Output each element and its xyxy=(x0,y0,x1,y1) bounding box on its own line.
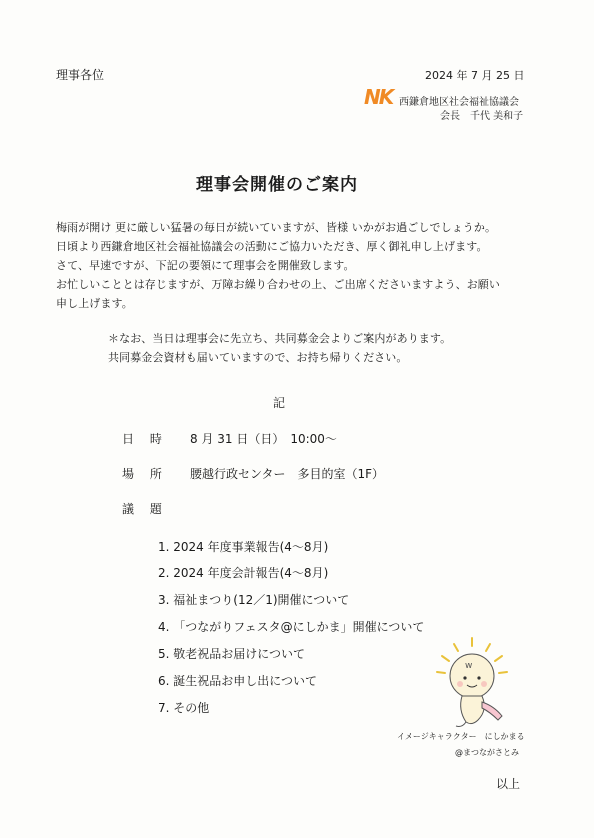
mascot-character-icon xyxy=(432,636,532,732)
date: 2024 年 7 月 25 日 xyxy=(425,69,525,82)
agenda-item: 2. 2024 年度会計報告(4～8月) xyxy=(158,566,329,580)
body-line: さて、早速ですが、下記の要領にて理事会を開催致します。 xyxy=(56,259,355,272)
date-value: 8 月 31 日（日） 10:00～ xyxy=(190,432,337,446)
closing-text: 以上 xyxy=(496,777,521,791)
body-line: 日頃より西鎌倉地区社会福祉協議会の活動にご協力いただき、厚く御礼申し上げます。 xyxy=(56,240,488,253)
character-caption: イメージキャラクター にしかまる xyxy=(397,732,525,741)
note-line: ＊なお、当日は理事会に先立ち、共同募金会よりご案内があります。 xyxy=(108,332,452,345)
agenda-item: 4. 「つながりフェスタ@にしかま」開催について xyxy=(158,620,425,634)
recipient: 理事各位 xyxy=(56,68,105,82)
agenda-item: 6. 誕生祝品お申し出について xyxy=(158,674,318,688)
org-name: 西鎌倉地区社会福祉協議会 xyxy=(399,97,519,108)
agenda-item: 3. 福祉まつり(12／1)開催について xyxy=(158,593,350,607)
ki-heading: 記 xyxy=(273,396,286,410)
agenda-item: 1. 2024 年度事業報告(4～8月) xyxy=(158,540,329,554)
agenda-item: 5. 敬老祝品お届けについて xyxy=(158,647,306,661)
agenda-label: 議 題 xyxy=(122,502,168,516)
page-title: 理事会開催のご案内 xyxy=(196,175,358,195)
body-line: お忙しいこととは存じますが、万障お繰り合わせの上、ご出席くださいますよう、お願い xyxy=(56,278,500,291)
body-line: 申し上げます。 xyxy=(56,297,133,310)
agenda-item: 7. その他 xyxy=(158,701,210,715)
note-line: 共同募金会資材も届いていますので、お持ち帰りください。 xyxy=(108,351,408,364)
president-name: 会長 千代 美和子 xyxy=(440,111,524,122)
svg-text:w: w xyxy=(465,661,473,671)
place-label: 場 所 xyxy=(122,467,168,481)
body-line: 梅雨が開け 更に厳しい猛暑の毎日が続いていますが、皆様 いかがお過ごしでしょうか。 xyxy=(56,221,497,234)
character-credit: @まつながさとみ xyxy=(455,748,519,757)
place-value: 腰越行政センター 多目的室（1F） xyxy=(190,467,385,481)
org-logo: NK xyxy=(364,85,393,109)
date-label: 日 時 xyxy=(122,432,168,446)
